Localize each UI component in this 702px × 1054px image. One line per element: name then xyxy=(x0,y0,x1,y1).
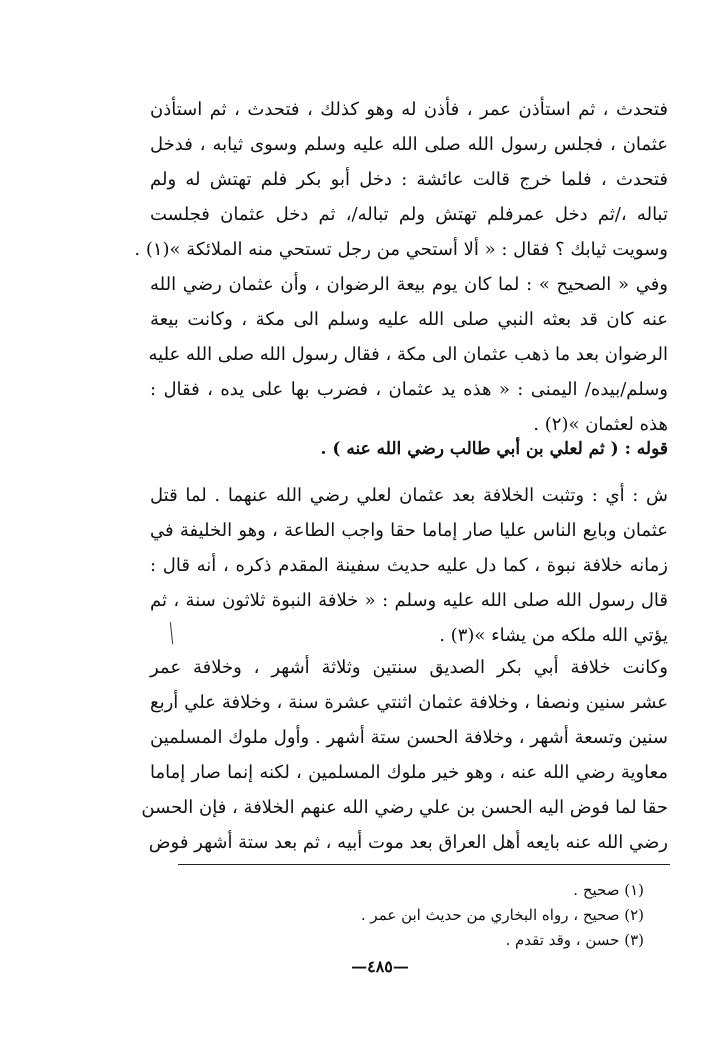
text-line: عثمان وبايع الناس عليا صار إماما حقا واجب الطاعة ، وهو الخليفة في xyxy=(150,520,668,541)
text-line: معاوية رضي الله عنه ، وهو خير ملوك المسلمين ، لكنه إنما صار إماما xyxy=(150,762,668,783)
text-line: يؤتي الله ملكه من يشاء »(٣) . xyxy=(439,625,668,646)
text-line: وفي « الصحيح » : لما كان يوم بيعة الرضوان ، وأن عثمان رضي الله xyxy=(150,274,668,295)
footnotes xyxy=(300,878,644,953)
text-line: حقا لما فوض اليه الحسن بن علي رضي الله عنهم الخلافة ، فإن الحسن xyxy=(141,797,668,818)
paragraph-caliphate-durations xyxy=(141,650,668,860)
text-line: زمانه خلافة نبوة ، كما دل عليه حديث سفينة المقدم ذكره ، أنه قال : xyxy=(150,555,668,576)
text-line: عنه كان قد بعثه النبي صلى الله عليه وسلم الى مكة ، وكانت بيعة xyxy=(150,309,668,330)
paragraph-hadith-othman xyxy=(134,92,668,442)
text-line: وكانت خلافة أبي بكر الصديق سنتين وثلاثة أشهر ، وخلافة عمر xyxy=(150,657,668,678)
footnote-3: (٣) حسن ، وقد تقدم . xyxy=(505,931,644,949)
text-line: هذه لعثمان »(٢) . xyxy=(533,414,668,435)
text-line: فتحدث ، ثم استأذن عمر ، فأذن له وهو كذلك ، فتحدث ، ثم استأذن xyxy=(150,99,668,120)
text-line: سنين وتسعة أشهر ، وخلافة الحسن ستة أشهر . وأول ملوك المسلمين xyxy=(150,727,668,748)
text-line: رضي الله عنه بايعه أهل العراق بعد موت أبيه ، ثم بعد ستة أشهر فوض xyxy=(148,832,668,853)
text-line: تباله ،/ثم دخل عمرفلم تهتش ولم تباله/، ثم دخل عثمان فجلست xyxy=(150,204,668,225)
footnote-2: (٢) صحيح ، رواه البخاري من حديث ابن عمر . xyxy=(360,906,644,924)
page-number: —٤٨٥— xyxy=(351,957,409,976)
text-line: قال رسول الله صلى الله عليه وسلم : « خلافة النبوة ثلاثون سنة ، ثم xyxy=(150,590,668,611)
text-line: عثمان ، فجلس رسول الله صلى الله عليه وسلم وسوى ثيابه ، فدخل xyxy=(150,134,668,155)
text-line: وسويت ثيابك ؟ فقال : « ألا أستحي من رجل تستحي منه الملائكة »(١) . xyxy=(134,239,668,260)
text-line: الرضوان بعد ما ذهب عثمان الى مكة ، فقال رسول الله صلى الله عليه xyxy=(148,344,668,365)
footnote-divider xyxy=(178,864,670,865)
section-heading: قوله : ( ثم لعلي بن أبي طالب رضي الله عنه ) . xyxy=(320,439,668,459)
text-line: فتحدث ، فلما خرج قالت عائشة : دخل أبو بكر فلم تهتش له ولم xyxy=(150,169,668,190)
paragraph-commentary xyxy=(150,478,668,653)
footnote-1: (١) صحيح . xyxy=(573,881,644,899)
text-line: وسلم/بيده/ اليمنى : « هذه يد عثمان ، فضرب بها على يده ، فقال : xyxy=(150,379,668,400)
text-line: عشر سنين ونصفا ، وخلافة عثمان اثنتي عشرة سنة ، وخلافة علي أربع xyxy=(150,692,668,713)
text-line: ش : أي : وتثبت الخلافة بعد عثمان لعلي رضي الله عنهما . لما قتل xyxy=(150,485,668,506)
